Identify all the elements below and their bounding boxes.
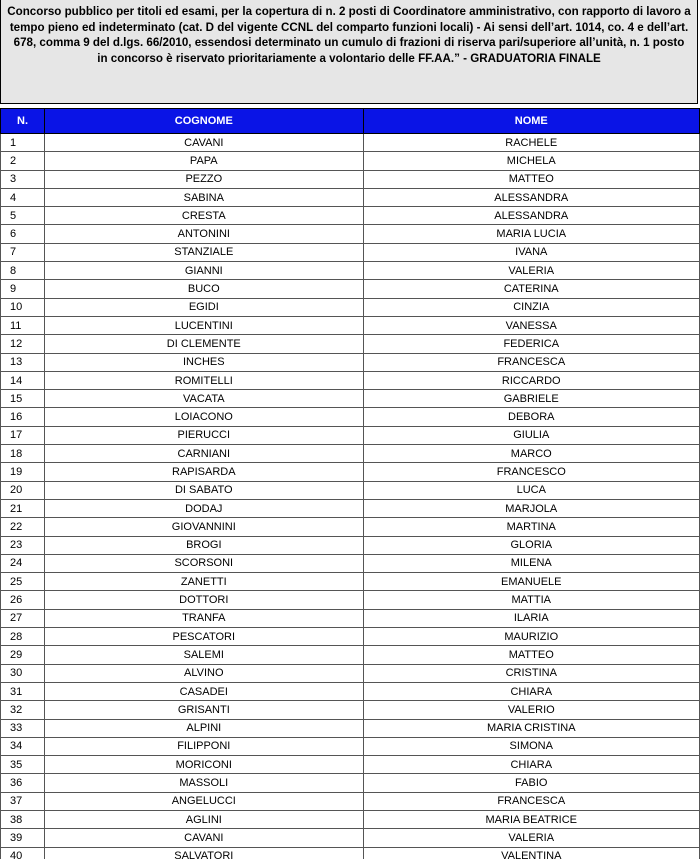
row-number: 24 <box>1 554 45 572</box>
header-cognome: COGNOME <box>45 109 363 134</box>
row-nome: FRANCESCA <box>363 792 699 810</box>
table-row <box>1 829 700 847</box>
row-number: 28 <box>1 628 45 646</box>
row-cognome: DOTTORI <box>45 591 363 609</box>
row-cognome: CASADEI <box>45 682 363 700</box>
row-nome: EMANUELE <box>363 573 699 591</box>
row-cognome: SABINA <box>45 188 363 206</box>
row-number: 33 <box>1 719 45 737</box>
row-number: 19 <box>1 463 45 481</box>
table-row <box>1 170 700 188</box>
row-cognome: RAPISARDA <box>45 463 363 481</box>
row-nome: GIULIA <box>363 426 699 444</box>
row-number: 4 <box>1 188 45 206</box>
row-cognome: PEZZO <box>45 170 363 188</box>
row-number: 37 <box>1 792 45 810</box>
row-number: 15 <box>1 390 45 408</box>
row-nome: MARIA BEATRICE <box>363 810 699 828</box>
row-number: 3 <box>1 170 45 188</box>
row-number: 2 <box>1 152 45 170</box>
ranking-table <box>0 108 700 859</box>
table-row <box>1 756 700 774</box>
row-number: 27 <box>1 609 45 627</box>
row-number: 30 <box>1 664 45 682</box>
row-nome: FRANCESCO <box>363 463 699 481</box>
table-row <box>1 262 700 280</box>
table-row <box>1 445 700 463</box>
row-nome: MARIA LUCIA <box>363 225 699 243</box>
row-cognome: GRISANTI <box>45 701 363 719</box>
table-row <box>1 847 700 859</box>
table-row <box>1 225 700 243</box>
table-row <box>1 298 700 316</box>
row-cognome: LOIACONO <box>45 408 363 426</box>
row-nome: MARJOLA <box>363 499 699 517</box>
row-cognome: EGIDI <box>45 298 363 316</box>
row-nome: ALESSANDRA <box>363 207 699 225</box>
row-nome: MILENA <box>363 554 699 572</box>
row-nome: VALERIA <box>363 829 699 847</box>
row-nome: CHIARA <box>363 682 699 700</box>
row-cognome: LUCENTINI <box>45 316 363 334</box>
row-cognome: MASSOLI <box>45 774 363 792</box>
row-cognome: DODAJ <box>45 499 363 517</box>
row-cognome: CAVANI <box>45 134 363 152</box>
row-nome: IVANA <box>363 243 699 261</box>
row-cognome: VACATA <box>45 390 363 408</box>
row-nome: MARIA CRISTINA <box>363 719 699 737</box>
table-row <box>1 664 700 682</box>
row-number: 32 <box>1 701 45 719</box>
row-number: 34 <box>1 737 45 755</box>
table-row <box>1 536 700 554</box>
row-nome: FRANCESCA <box>363 353 699 371</box>
table-row <box>1 719 700 737</box>
row-number: 23 <box>1 536 45 554</box>
row-number: 21 <box>1 499 45 517</box>
row-cognome: PESCATORI <box>45 628 363 646</box>
row-cognome: STANZIALE <box>45 243 363 261</box>
table-row <box>1 609 700 627</box>
row-number: 5 <box>1 207 45 225</box>
row-nome: FABIO <box>363 774 699 792</box>
row-nome: ALESSANDRA <box>363 188 699 206</box>
table-row <box>1 499 700 517</box>
row-number: 17 <box>1 426 45 444</box>
row-cognome: ANGELUCCI <box>45 792 363 810</box>
table-row <box>1 152 700 170</box>
document-title: Concorso pubblico per titoli ed esami, per la copertura di n. 2 posti di Coordinatore amministrativo, con rapporto di lavoro a tempo pieno ed indeterminato (cat. D del vigente CCNL del comparto funzioni locali) - Ai sensi dell’art. 1014, co. 4 e dell’art. 678, comma 9 del d.lgs. 66/2010, essendosi determinato un cumulo di frazioni di riserva pari/superiore all’unità, n. 1 posto in concorso è riservato prioritariamente a volontario delle FF.AA.” - GRADUATORIA FINALE <box>7 5 691 65</box>
row-number: 14 <box>1 371 45 389</box>
row-number: 18 <box>1 445 45 463</box>
row-nome: CRISTINA <box>363 664 699 682</box>
table-row <box>1 591 700 609</box>
table-row <box>1 335 700 353</box>
row-nome: CINZIA <box>363 298 699 316</box>
row-cognome: ALPINI <box>45 719 363 737</box>
table-row <box>1 463 700 481</box>
header-nome: NOME <box>363 109 699 134</box>
row-number: 39 <box>1 829 45 847</box>
row-number: 31 <box>1 682 45 700</box>
table-row <box>1 353 700 371</box>
row-cognome: SALEMI <box>45 646 363 664</box>
row-nome: MATTEO <box>363 646 699 664</box>
row-nome: RACHELE <box>363 134 699 152</box>
row-nome: MATTEO <box>363 170 699 188</box>
row-nome: LUCA <box>363 481 699 499</box>
row-cognome: BUCO <box>45 280 363 298</box>
table-row <box>1 554 700 572</box>
row-cognome: PIERUCCI <box>45 426 363 444</box>
table-row <box>1 682 700 700</box>
row-cognome: AGLINI <box>45 810 363 828</box>
row-number: 13 <box>1 353 45 371</box>
table-row <box>1 390 700 408</box>
row-cognome: GIANNI <box>45 262 363 280</box>
row-nome: CATERINA <box>363 280 699 298</box>
table-row <box>1 207 700 225</box>
row-nome: VALERIA <box>363 262 699 280</box>
table-row <box>1 316 700 334</box>
row-nome: MICHELA <box>363 152 699 170</box>
row-cognome: INCHES <box>45 353 363 371</box>
table-row <box>1 481 700 499</box>
row-number: 35 <box>1 756 45 774</box>
row-cognome: ZANETTI <box>45 573 363 591</box>
row-number: 9 <box>1 280 45 298</box>
row-cognome: DI CLEMENTE <box>45 335 363 353</box>
table-row <box>1 188 700 206</box>
row-number: 26 <box>1 591 45 609</box>
row-nome: MATTIA <box>363 591 699 609</box>
table-row <box>1 646 700 664</box>
row-nome: GABRIELE <box>363 390 699 408</box>
table-row <box>1 518 700 536</box>
row-number: 1 <box>1 134 45 152</box>
row-number: 8 <box>1 262 45 280</box>
row-cognome: PAPA <box>45 152 363 170</box>
table-row <box>1 792 700 810</box>
row-cognome: CRESTA <box>45 207 363 225</box>
row-number: 6 <box>1 225 45 243</box>
row-cognome: SCORSONI <box>45 554 363 572</box>
table-row <box>1 810 700 828</box>
table-row <box>1 701 700 719</box>
row-cognome: DI SABATO <box>45 481 363 499</box>
row-number: 20 <box>1 481 45 499</box>
table-row <box>1 573 700 591</box>
row-number: 40 <box>1 847 45 859</box>
row-number: 29 <box>1 646 45 664</box>
header-num: N. <box>1 109 45 134</box>
row-number: 22 <box>1 518 45 536</box>
row-nome: MARCO <box>363 445 699 463</box>
row-nome: ILARIA <box>363 609 699 627</box>
row-cognome: CAVANI <box>45 829 363 847</box>
row-cognome: FILIPPONI <box>45 737 363 755</box>
row-nome: RICCARDO <box>363 371 699 389</box>
table-row <box>1 280 700 298</box>
table-row <box>1 426 700 444</box>
row-cognome: ALVINO <box>45 664 363 682</box>
row-number: 38 <box>1 810 45 828</box>
table-row <box>1 628 700 646</box>
row-nome: VALENTINA <box>363 847 699 859</box>
row-nome: MARTINA <box>363 518 699 536</box>
table-row <box>1 774 700 792</box>
table-row <box>1 737 700 755</box>
row-nome: VALERIO <box>363 701 699 719</box>
table-row <box>1 371 700 389</box>
row-number: 25 <box>1 573 45 591</box>
table-row <box>1 408 700 426</box>
row-number: 11 <box>1 316 45 334</box>
table-header-row <box>1 109 700 134</box>
row-number: 10 <box>1 298 45 316</box>
row-nome: GLORIA <box>363 536 699 554</box>
row-cognome: BROGI <box>45 536 363 554</box>
row-cognome: MORICONI <box>45 756 363 774</box>
row-number: 36 <box>1 774 45 792</box>
row-nome: DEBORA <box>363 408 699 426</box>
row-number: 16 <box>1 408 45 426</box>
row-nome: SIMONA <box>363 737 699 755</box>
table-row <box>1 243 700 261</box>
row-cognome: ANTONINI <box>45 225 363 243</box>
title-box <box>0 0 698 104</box>
row-number: 7 <box>1 243 45 261</box>
row-nome: MAURIZIO <box>363 628 699 646</box>
row-number: 12 <box>1 335 45 353</box>
row-nome: CHIARA <box>363 756 699 774</box>
row-nome: FEDERICA <box>363 335 699 353</box>
row-cognome: CARNIANI <box>45 445 363 463</box>
table-row <box>1 134 700 152</box>
row-cognome: SALVATORI <box>45 847 363 859</box>
row-nome: VANESSA <box>363 316 699 334</box>
row-cognome: ROMITELLI <box>45 371 363 389</box>
row-cognome: GIOVANNINI <box>45 518 363 536</box>
row-cognome: TRANFA <box>45 609 363 627</box>
